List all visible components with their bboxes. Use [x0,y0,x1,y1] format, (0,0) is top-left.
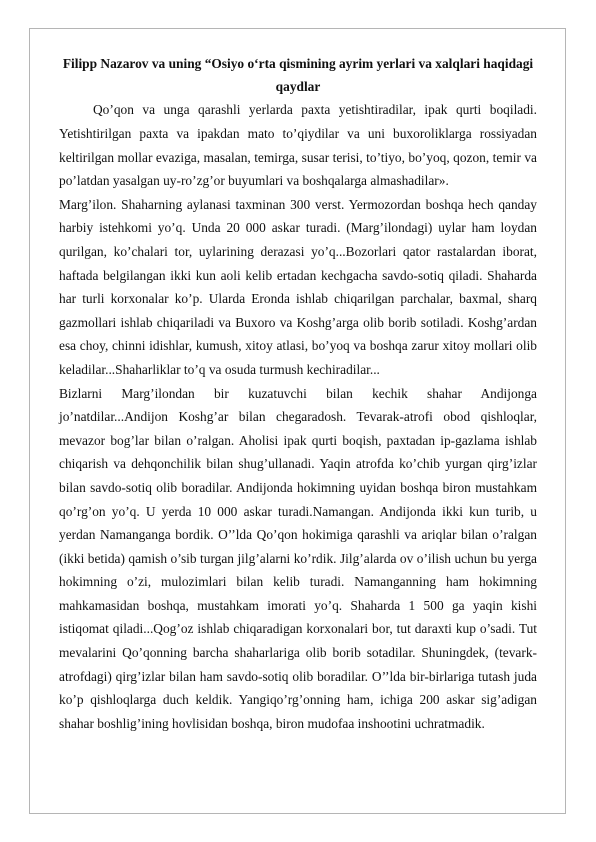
document-body [59,52,537,735]
paragraph-andijan-namangan: Bizlarni Marg’ilondan bir kuzatuvchi bilan kechik shahar Andijonga jo’natdilar...Andijon Koshg’ar bilan chegaradosh. Tevarak-atrofi obod qishloqlar, mevazor bog’lar bilan o’ralgan. Aholisi ipak qurti boqish, paxtadan ip-gazlama ishlab chiqarish va dehqonchilik bilan shug’ullanadi. Yaqin atrofda ko’chib yurgan qirg’izlar bilan savdo-sotiq olib boradilar. Andijonda hokimning uyidan boshqa biron mustahkam qo’rg’on yo’q. U yerda 10 000 askar turadi.Namangan. Andijonda ikki kun turib, u yerdan Namanganga bordik. O’’lda Qo’qon hokimiga qarashli va ariqlar bilan o’ralgan (ikki betida) qamish o’sib turgan jilg’alarni ko’rdik. Jilg’alarda ov o’ilish uchun bu yerga hokimning o’zi, mulozimlari bilan kelib turadi. Namanganning ham hokimning mahkamasidan boshqa, mustahkam imorati yo’q. Shaharda 1 500 ga yaqin kishi istiqomat qiladi...Qog’oz ishlab chiqaradigan korxonalari bor, tut daraxti kup o’sadi. Tut mevalarini Qo’qonning barcha shaharlariga olib borib sotadilar. Shuningdek, (tevark-atrofdagi) qirg’izlar bilan ham savdo-sotiq olib boradilar. O’’lda bir-birlariga tutash juda ko’p qishloqlarga duch keldik. Yangiqo’rg’onning ham, ichiga 200 askar sig’adigan shahar boshlig’ining hovlisidan boshqa, biron mudofaa inshootini uchratmadik. [59,385,537,731]
paragraph-margilan: Marg’ilon. Shaharning aylanasi taxminan 300 verst. Yermozordan boshqa hech qanday harbiy istehkomi yo’q. Unda 20 000 askar turadi. (Marg’ilondagi) uylar ham loydan qurilgan, ko’chalari tor, uylarining derazasi yo’q...Bozorlari qator rastalardan iborat, haftada belgilangan ikki kun aoli kelib ertadan kechgacha savdo-sotiq qiladi. Shaharda har turli korxonalar ko’p. Ularda Eronda ishlab chiqarilgan parchalar, baxmal, sharq gazmollari ishlab chiqariladi va Buxoro va Koshg’arga olib borib sotiladi. Koshg’ardan esa choy, chinni idishlar, kumush, xitoy atlasi, bo’yoq va boshqa zarur xitoy mollari olib keladilar...Shaharliklar to’q va osuda turmush kechiradilar... [59,196,537,377]
document-title: Filipp Nazarov va uning “Osiyo o‘rta qismining ayrim yerlari va xalqlari haqidagi qaydlar [62,56,534,95]
paragraph-kokand: Qo’qon va unga qarashli yerlarda paxta yetishtiradilar, ipak qurti boqiladi. Yetishtirilgan paxta va ipakdan mato to’qiydilar va uni buxoroliklarga rossiyadan keltirilgan mollar evaziga, masalan, temirga, susar terisi, to’tiyo, bo’yoq, qozon, temir va po’latdan yasalgan uy-ro’zg’or buyumlari va boshqalarga almashadilar». [59,102,537,189]
